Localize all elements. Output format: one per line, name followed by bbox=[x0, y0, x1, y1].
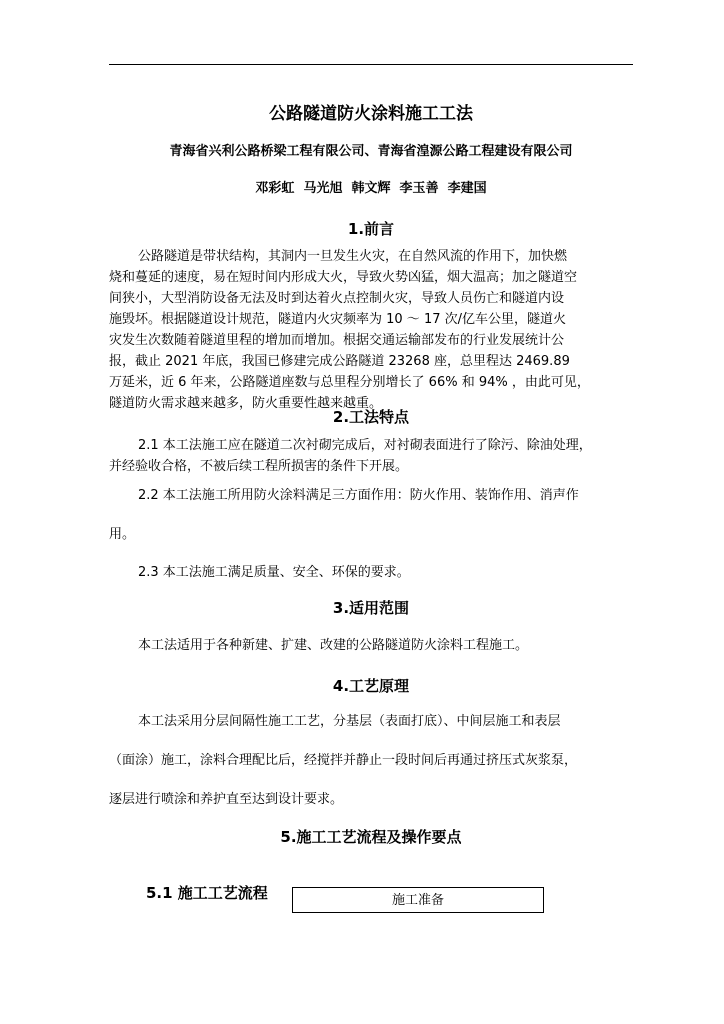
section-3-line: 本工法适用于各种新建、扩建、改建的公路隧道防火涂料工程施工。 bbox=[138, 638, 529, 653]
section-2-heading: 2.工法特点 bbox=[332, 408, 410, 426]
section-1-line: 万延米，近 6 年来，公路隧道座数与总里程分别增长了 66% 和 94% ，由此可见， bbox=[109, 375, 590, 390]
author-affiliation: 青海省兴利公路桥梁工程有限公司、青海省湟源公路工程建设有限公司 bbox=[169, 144, 573, 159]
section-5-1-heading: 5.1 施工工艺流程 bbox=[146, 884, 268, 902]
section-2-3-line: 2.3 本工法施工满足质量、安全、环保的要求。 bbox=[138, 565, 410, 580]
section-3-heading: 3.适用范围 bbox=[332, 599, 410, 617]
section-2-2-line: 用。 bbox=[109, 527, 136, 542]
header-rule bbox=[109, 64, 633, 65]
section-4-line: （面涂）施工，涂料合理配比后，经搅拌并静止一段时间后再通过挤压式灰浆泵， bbox=[109, 753, 578, 768]
section-4-heading: 4.工艺原理 bbox=[332, 677, 410, 695]
section-1-line: 施毁坏。根据隧道设计规范，隧道内火灾频率为 10 ～ 17 次/亿车公里，隧道火 bbox=[109, 312, 566, 327]
section-1-line: 报，截止 2021 年底，我国已修建完成公路隧道 23268 座，总里程达 2469.89 bbox=[109, 354, 570, 369]
section-1-line: 隧道防火需求越来越多，防火重要性越来越重。 bbox=[109, 396, 383, 411]
section-4-line: 本工法采用分层间隔性施工工艺，分基层（表面打底）、中间层施工和表层 bbox=[138, 714, 561, 729]
section-5-heading: 5.施工工艺流程及操作要点 bbox=[280, 828, 462, 846]
section-1-line: 公路隧道是带状结构，其洞内一旦发生火灾，在自然风流的作用下，加快燃 bbox=[138, 249, 568, 264]
section-1-heading: 1.前言 bbox=[347, 220, 395, 238]
flowchart-step-box: 施工准备 bbox=[292, 887, 544, 913]
author-list: 邓彩虹 马光旭 韩文辉 李玉善 李建国 bbox=[255, 181, 487, 196]
section-1-line: 烧和蔓延的速度，易在短时间内形成大火，导致火势凶猛，烟大温高；加之隧道空 bbox=[109, 270, 578, 285]
section-2-1-line: 并经验收合格，不被后续工程所损害的条件下开展。 bbox=[109, 459, 409, 474]
section-2-1-line: 2.1 本工法施工应在隧道二次衬砌完成后，对衬砌表面进行了除污、除油处理， bbox=[138, 438, 592, 453]
section-2-2-line: 2.2 本工法施工所用防火涂料满足三方面作用：防火作用、装饰作用、消声作 bbox=[138, 488, 579, 503]
section-1-line: 灾发生次数随着隧道里程的增加而增加。根据交通运输部发布的行业发展统计公 bbox=[109, 333, 565, 348]
document-title: 公路隧道防火涂料施工工法 bbox=[269, 104, 473, 124]
section-1-line: 间狭小，大型消防设备无法及时到达着火点控制火灾，导致人员伤亡和隧道内设 bbox=[109, 291, 565, 306]
section-4-line: 逐层进行喷涂和养护直至达到设计要求。 bbox=[109, 792, 344, 807]
